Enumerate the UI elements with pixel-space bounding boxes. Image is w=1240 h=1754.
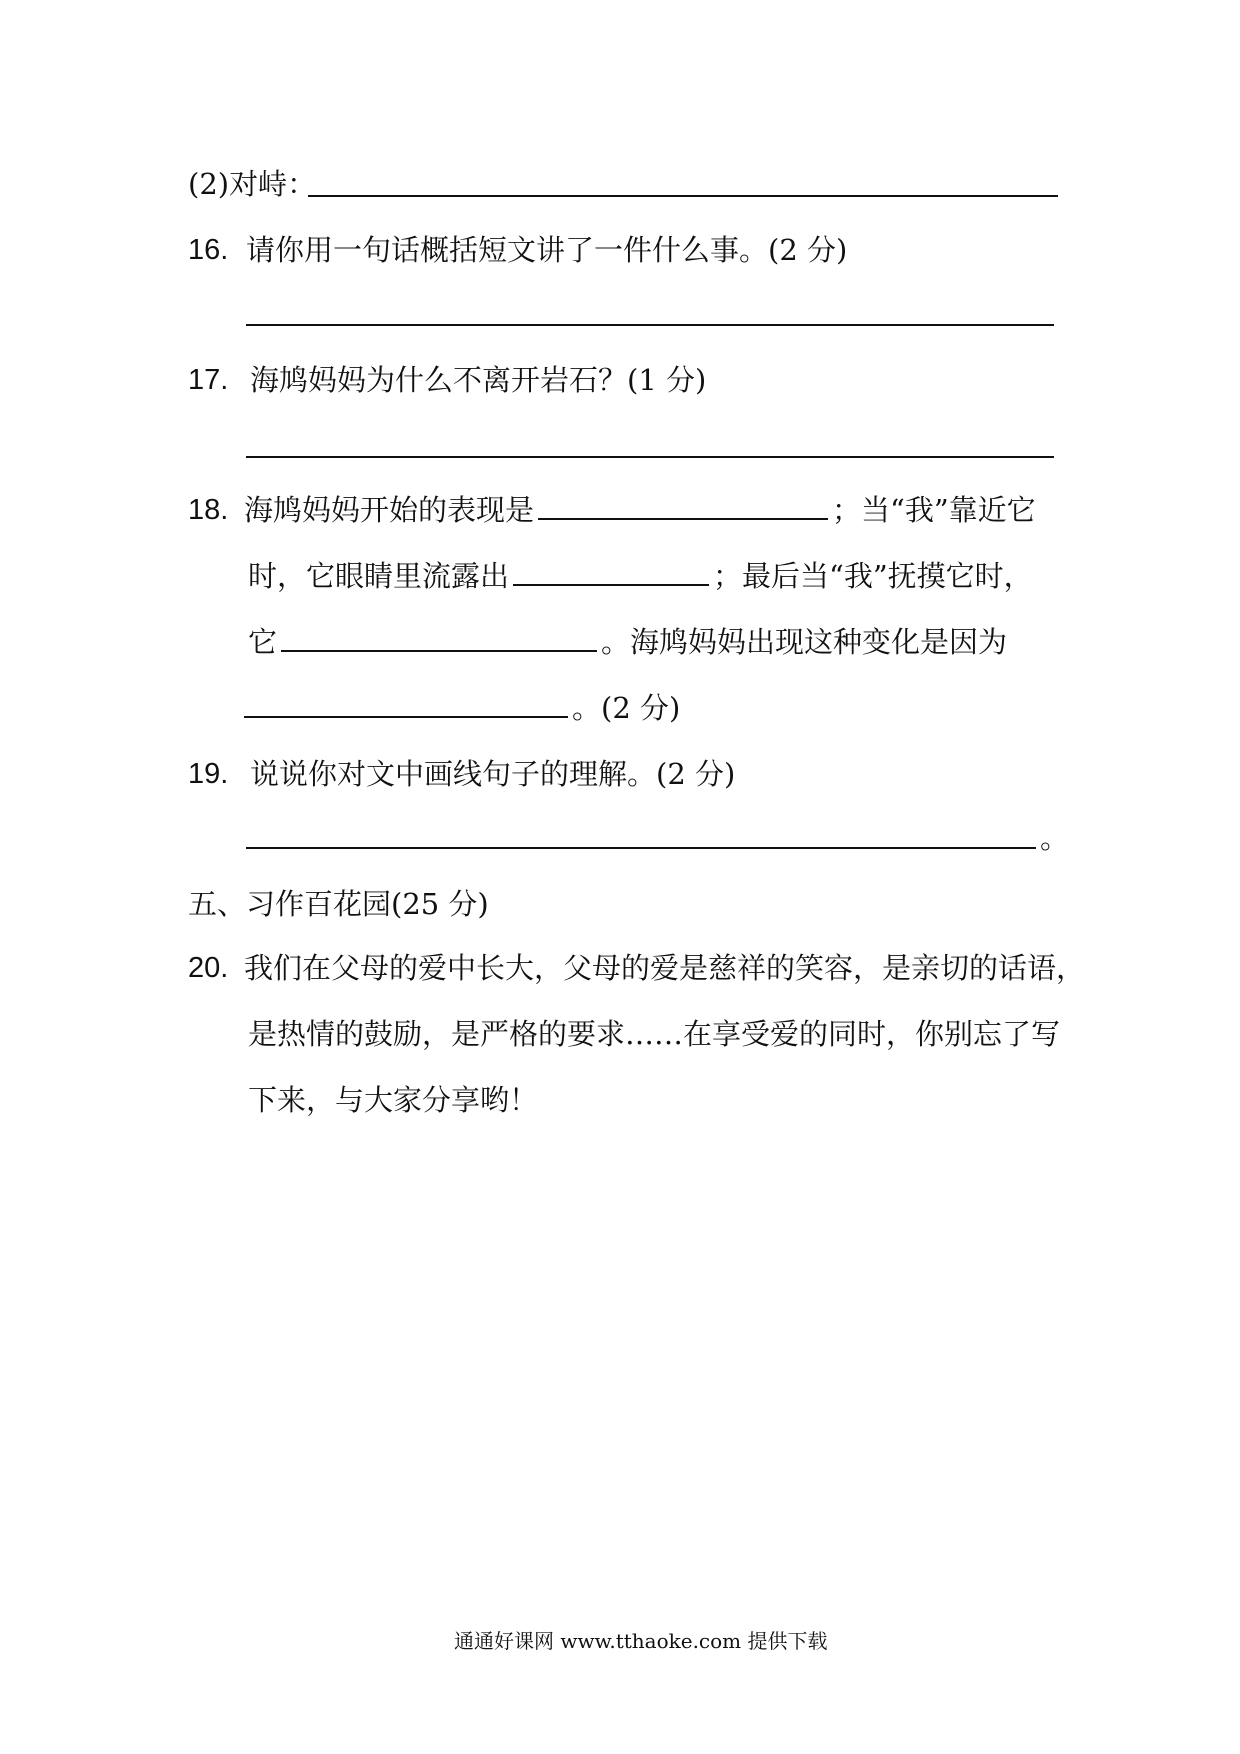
- section-5-title: 五、习作百花园(25 分): [188, 887, 489, 921]
- q20-line-3: 下来，与大家分享哟！: [248, 1083, 539, 1117]
- q18-blank-2[interactable]: [513, 558, 709, 586]
- q18-blank-1[interactable]: [538, 492, 828, 520]
- q18-line2-a: 时，它眼睛里流露出: [248, 559, 510, 593]
- q19-number: 19.: [188, 758, 229, 790]
- q19-text: 说说你对文中画线句子的理解。(2 分): [250, 757, 736, 791]
- q18-line2-b: ；最后当“我”抚摸它时，: [713, 559, 1033, 593]
- q18-number: 18.: [188, 494, 229, 526]
- q18-blank-3[interactable]: [281, 624, 597, 652]
- q18-line3-b: 。海鸠妈妈出现这种变化是因为: [601, 625, 1008, 659]
- q18-line-2: [248, 558, 1033, 594]
- q19-answer-line[interactable]: [246, 847, 1036, 849]
- q15-2-label: (2)对峙：: [188, 167, 317, 201]
- q16-number: 16.: [188, 234, 229, 266]
- q18-line-4: [244, 690, 680, 726]
- q17-text: 海鸠妈妈为什么不离开岩石？(1 分): [250, 363, 707, 397]
- q18-line-1: [244, 492, 1036, 528]
- q15-2-answer-line[interactable]: [308, 195, 1058, 197]
- q17-answer-line[interactable]: [246, 456, 1054, 458]
- q18-line3-a: 它: [248, 625, 278, 659]
- q18-line4-b: 。(2 分): [572, 691, 681, 725]
- q16-text: 请你用一句话概括短文讲了一件什么事。(2 分): [246, 233, 848, 267]
- q20-number: 20.: [188, 952, 229, 984]
- q18-blank-4[interactable]: [244, 690, 568, 718]
- footer-credit: 通通好课网 www.tthaoke.com 提供下载: [454, 1629, 828, 1653]
- q17-number: 17.: [188, 364, 229, 396]
- q19-end-mark: 。: [1040, 821, 1070, 855]
- q18-line-3: [248, 624, 1007, 660]
- q16-answer-line[interactable]: [246, 324, 1054, 326]
- q20-line-1: 我们在父母的爱中长大，父母的爱是慈祥的笑容，是亲切的话语，: [244, 951, 1086, 985]
- q20-line-2: 是热情的鼓励，是严格的要求……在享受爱的同时，你别忘了写: [248, 1017, 1061, 1051]
- q18-line1-a: 海鸠妈妈开始的表现是: [244, 493, 535, 527]
- q18-line1-b: ；当“我”靠近它: [832, 493, 1036, 527]
